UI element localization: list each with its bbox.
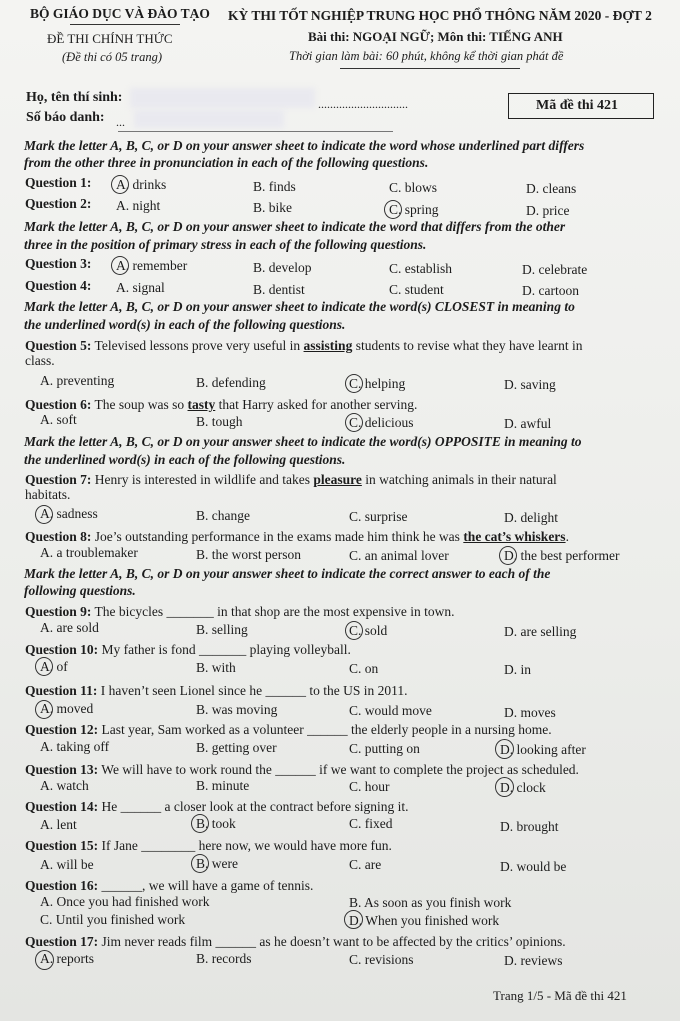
option-b: B. tough bbox=[196, 414, 243, 429]
answer-circle bbox=[345, 374, 363, 393]
answer-circle bbox=[495, 739, 514, 759]
option-c: C. student bbox=[389, 282, 444, 297]
option-c: C. are bbox=[349, 857, 382, 872]
question-text: Question 15: If Jane ________ here now, we would have more fun. bbox=[25, 838, 392, 853]
option-a: A. drinks bbox=[116, 177, 167, 192]
answer-circle bbox=[111, 175, 129, 194]
answer-circle bbox=[499, 546, 517, 565]
option-b: B. took bbox=[196, 816, 236, 831]
option-c: C. hour bbox=[349, 779, 390, 794]
subject-line: Bài thi: NGOẠI NGỮ; Môn thi: TIẾNG ANH bbox=[308, 29, 563, 44]
option-a: A. are sold bbox=[40, 620, 99, 635]
option-a: A. taking off bbox=[40, 739, 110, 754]
question-text: Question 13: We will have to work round the ______ if we want to complete the project as scheduled. bbox=[25, 762, 579, 777]
option-b: B. dentist bbox=[253, 282, 305, 297]
question-text: Question 5: Televised lessons prove very useful in assisting students to revise what they have learnt in bbox=[25, 338, 583, 353]
question-text: Question 11: I haven’t seen Lionel since he ______ to the US in 2011. bbox=[25, 683, 408, 698]
option-d: D. awful bbox=[504, 416, 552, 431]
option-b: B. was moving bbox=[196, 702, 278, 717]
option-d: D. are selling bbox=[504, 624, 577, 639]
question-text: Question 17: Jim never reads film ______ as he doesn’t want to be affected by the critics’ opinions. bbox=[25, 934, 566, 949]
option-a: A. lent bbox=[40, 817, 77, 832]
question-text: Question 9: The bicycles _______ in that shop are the most expensive in town. bbox=[25, 604, 455, 619]
option-c: C. spring bbox=[389, 202, 439, 217]
option-a: A. signal bbox=[116, 280, 165, 295]
option-a: A. night bbox=[116, 198, 161, 213]
option-b: B. were bbox=[196, 856, 238, 871]
ministry-name: BỘ GIÁO DỤC VÀ ĐÀO TẠO bbox=[30, 6, 210, 21]
answer-circle bbox=[345, 621, 363, 640]
option-a: A. sadness bbox=[40, 506, 98, 521]
option-a: A. will be bbox=[40, 857, 94, 872]
option-b: B. selling bbox=[196, 622, 248, 637]
exam-title: KỲ THI TỐT NGHIỆP TRUNG HỌC PHỔ THÔNG NĂM 2020 - ĐỢT 2 bbox=[228, 8, 652, 23]
instruction-5-cont: following questions. bbox=[24, 583, 136, 598]
exam-paper: BỘ GIÁO DỤC VÀ ĐÀO TẠO ĐỀ THI CHÍNH THỨC (Đề thi có 05 trang) KỲ THI TỐT NGHIỆP TRUNG HỌC PHỔ THÔNG NĂM 2020 - ĐỢT 2 Bài thi: NGOẠI NGỮ; Môn thi: TIẾNG ANH Thời gian làm bài: 60 phút, không kể thời gian phát đề Họ, tên thí sinh: .............................. Số báo danh: ... Mã đề thi 421 Mark the letter A, B, C, or D on your answer sheet to indicate the word whose underlined part differs from the other three in pronunciation in each of the following questions. Question 1: A. drinks B. finds C. blows D. cleans Question 2: A. night B. bike C. spring D. price Mark the letter A, B, C, or D on your answer sheet to indicate the word that differs from the other three in the position of primary stress in each of the following questions. Question 3: A. remember B. develop C. establish D. celebrate Question 4: A. signal B. dentist C. student D. cartoon Mark the letter A, B, C, or D on your answer sheet to indicate the word(s) CLOSEST in meaning to the underlined word(s) in each of the following questions. Question 5: Televised lessons prove very useful in assisting students to revise what they have learnt in class. A. preventing B. defending C. helping D. saving Question 6: The soup was so tasty that Harry asked for another serving. A. soft B. tough C. delicious D. awful Mark the letter A, B, C, or D on your answer sheet to indicate the word(s) OPPOSITE in meaning to the underlined word(s) in each of the following questions. Question 7: Henry is interested in wildlife and takes pleasure in watching animals in their natural habitats. A. sadness B. change C. surprise D. delight Question 8: Joe’s outstanding performance in the exams made him think he was the cat’s whiskers. A. a troublemaker B. the worst person C. an animal lover D. the best performer Mark the letter A, B, C, or D on your answer sheet to indicate the correct answer to each of the following questions. Question 9: The bicycles _______ in that shop are the most expensive in town. A. are sold B. selling C. sold D. are selling Question 10: My father is fond _______ playing volleyball. A. of B. with C. on D. in Question 11: I haven’t seen Lionel since he ______ to the US in 2011. A. moved B. was moving C. would move D. moves Question 12: Last year, Sam worked as a volunteer ______ the elderly people in a nursing home. A. taking off B. getting over C. putting on D. looking after Question 13: We will have to work round the ______ if we want to complete the project as scheduled. A. watch B. minute C. hour D. clock Question 14: He ______ a closer look at the contract before signing it. A. lent B. took C. fixed D. brought Question 15: If Jane ________ here now, we would have more fun. A. will be B. were C. are D. would be Question 16: ______, we will have a game of tennis. A. Once you had finished work B. As soon as you finish work C. Until you finished work D. When you finished work Question 17: Jim never reads film ______ as he doesn’t want to be affected by the critics’ opinions. A. reports B. records C. revisions D. reviews Trang 1/5 - Mã đề thi 421 bbox=[0, 0, 680, 1021]
option-b: B. records bbox=[196, 951, 252, 966]
candidate-number-label: Số báo danh: bbox=[26, 110, 105, 125]
option-c: C. establish bbox=[389, 261, 452, 276]
option-a: A. watch bbox=[40, 778, 89, 793]
option-a: A. of bbox=[40, 659, 68, 674]
instruction-4-cont: the underlined word(s) in each of the following questions. bbox=[24, 452, 346, 467]
instruction-5: Mark the letter A, B, C, or D on your answer sheet to indicate the correct answer to each of the bbox=[24, 566, 551, 581]
answer-circle bbox=[191, 854, 209, 873]
option-a: A. soft bbox=[40, 412, 77, 427]
option-c: C. Until you finished work bbox=[40, 912, 186, 927]
instruction-2: Mark the letter A, B, C, or D on your answer sheet to indicate the word that differs from the other bbox=[24, 219, 566, 234]
question-text: Question 8: Joe’s outstanding performance in the exams made him think he was the cat’s whiskers. bbox=[25, 529, 569, 544]
answer-circle bbox=[191, 814, 209, 833]
question-text: Question 14: He ______ a closer look at the contract before signing it. bbox=[25, 799, 409, 814]
option-d: D. price bbox=[526, 203, 570, 218]
option-a: A. moved bbox=[40, 701, 94, 716]
option-d: D. the best performer bbox=[504, 548, 620, 563]
answer-circle bbox=[111, 256, 129, 275]
answer-circle bbox=[384, 200, 402, 219]
divider bbox=[340, 68, 520, 69]
option-d: D. brought bbox=[500, 819, 559, 834]
option-b: B. As soon as you finish work bbox=[349, 895, 512, 910]
instruction-3-cont: the underlined word(s) in each of the following questions. bbox=[24, 317, 346, 332]
question-text: Question 10: My father is fond _______ playing volleyball. bbox=[25, 642, 351, 657]
option-b: B. minute bbox=[196, 778, 250, 793]
option-d: D. in bbox=[504, 662, 531, 677]
page-count: (Đề thi có 05 trang) bbox=[62, 50, 162, 64]
question-text: Question 12: Last year, Sam worked as a volunteer ______ the elderly people in a nursing home. bbox=[25, 722, 552, 737]
name-dots: .............................. bbox=[318, 97, 408, 111]
option-c: C. fixed bbox=[349, 816, 393, 831]
answer-circle bbox=[345, 413, 363, 432]
option-a: A. reports bbox=[40, 951, 94, 966]
option-d: D. reviews bbox=[504, 953, 563, 968]
option-c: C. surprise bbox=[349, 509, 408, 524]
divider bbox=[118, 131, 393, 132]
option-b: B. with bbox=[196, 660, 236, 675]
question-label: Question 1: bbox=[25, 175, 92, 190]
official-label: ĐỀ THI CHÍNH THỨC bbox=[47, 31, 173, 46]
option-d: D. celebrate bbox=[522, 262, 588, 277]
option-a: A. Once you had finished work bbox=[40, 894, 210, 909]
option-c: C. sold bbox=[349, 623, 388, 638]
option-d: D. moves bbox=[504, 705, 556, 720]
answer-circle bbox=[35, 700, 53, 719]
option-b: B. finds bbox=[253, 179, 296, 194]
option-c: C. on bbox=[349, 661, 379, 676]
option-c: C. delicious bbox=[349, 415, 414, 430]
answer-circle bbox=[35, 505, 53, 524]
question-label: Question 2: bbox=[25, 196, 92, 211]
option-b: B. bike bbox=[253, 200, 292, 215]
option-c: C. blows bbox=[389, 180, 438, 195]
question-label: Question 4: bbox=[25, 278, 92, 293]
option-b: B. getting over bbox=[196, 740, 277, 755]
option-b: B. change bbox=[196, 508, 250, 523]
option-d: D. would be bbox=[500, 859, 567, 874]
option-d: D. cartoon bbox=[522, 283, 579, 298]
instruction-2-cont: three in the position of primary stress in each of the following questions. bbox=[24, 237, 427, 252]
answer-circle bbox=[35, 657, 53, 676]
question-label: Question 3: bbox=[25, 256, 92, 271]
option-d: D. When you finished work bbox=[349, 913, 500, 928]
exam-code: Mã đề thi 421 bbox=[536, 98, 619, 113]
question-text-cont: habitats. bbox=[25, 487, 71, 502]
instruction-3: Mark the letter A, B, C, or D on your answer sheet to indicate the word(s) CLOSEST in meaning to bbox=[24, 299, 575, 314]
option-a: A. a troublemaker bbox=[40, 545, 138, 560]
divider bbox=[70, 24, 180, 25]
instruction-1: Mark the letter A, B, C, or D on your answer sheet to indicate the word whose underlined part differs bbox=[24, 138, 585, 153]
option-c: C. would move bbox=[349, 703, 432, 718]
option-c: C. helping bbox=[349, 376, 406, 391]
option-c: C. an animal lover bbox=[349, 548, 449, 563]
redacted-number bbox=[134, 110, 284, 128]
question-text: Question 16: ______, we will have a game of tennis. bbox=[25, 878, 314, 893]
time-line: Thời gian làm bài: 60 phút, không kể thời gian phát đề bbox=[289, 49, 564, 63]
option-d: D. looking after bbox=[500, 742, 586, 757]
option-c: C. revisions bbox=[349, 952, 414, 967]
option-b: B. defending bbox=[196, 375, 266, 390]
option-d: D. clock bbox=[500, 780, 546, 795]
question-text: Question 7: Henry is interested in wildlife and takes pleasure in watching animals in their natural bbox=[25, 472, 557, 487]
option-c: C. putting on bbox=[349, 741, 420, 756]
option-d: D. delight bbox=[504, 510, 558, 525]
instruction-1-cont: from the other three in pronunciation in each of the following questions. bbox=[24, 155, 429, 170]
question-text-cont: class. bbox=[25, 353, 55, 368]
redacted-name bbox=[130, 88, 315, 108]
page-footer: Trang 1/5 - Mã đề thi 421 bbox=[493, 988, 627, 1003]
option-d: D. saving bbox=[504, 377, 556, 392]
answer-circle bbox=[35, 950, 54, 970]
candidate-name-label: Họ, tên thí sinh: bbox=[26, 90, 123, 105]
option-b: B. develop bbox=[253, 260, 312, 275]
option-b: B. the worst person bbox=[196, 547, 301, 562]
answer-circle bbox=[495, 777, 514, 797]
option-a: A. preventing bbox=[40, 373, 115, 388]
option-a: A. remember bbox=[116, 258, 188, 273]
instruction-4: Mark the letter A, B, C, or D on your answer sheet to indicate the word(s) OPPOSITE in meaning to bbox=[24, 434, 582, 449]
option-d: D. cleans bbox=[526, 181, 577, 196]
answer-circle bbox=[344, 910, 363, 929]
question-text: Question 6: The soup was so tasty that Harry asked for another serving. bbox=[25, 397, 418, 412]
